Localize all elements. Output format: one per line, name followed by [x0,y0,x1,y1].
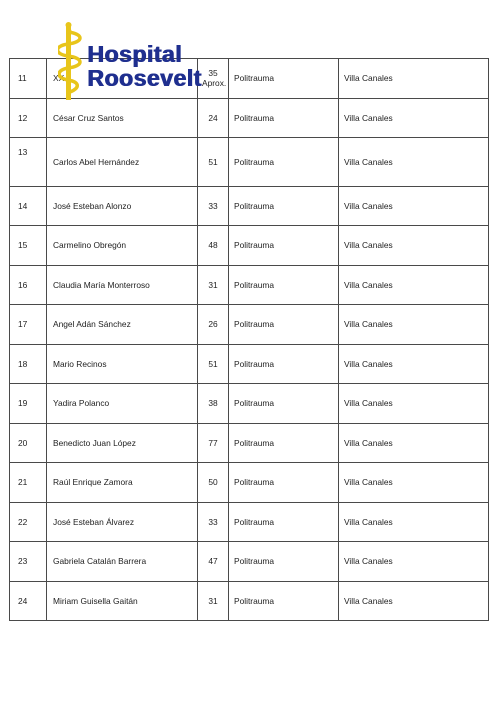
patient-name: José Esteban Álvarez [47,502,198,542]
patient-table-body [10,59,489,621]
row-number: 15 [10,226,47,266]
diagnosis: Politrauma [229,384,339,424]
patient-age: 33 [198,502,229,542]
patient-age: 31 [198,581,229,621]
age-note: Aprox. [202,78,227,89]
table-row [10,265,489,305]
patient-age: 51 [198,344,229,384]
origin: Villa Canales [339,138,489,187]
table-row [10,542,489,582]
patient-table [9,58,489,621]
table-row [10,423,489,463]
patient-name: Yadira Polanco [47,384,198,424]
patient-age: 26 [198,305,229,345]
table-row [10,186,489,226]
row-number: 14 [10,186,47,226]
patient-age: 77 [198,423,229,463]
diagnosis: Politrauma [229,305,339,345]
table-row [10,581,489,621]
table-row [10,384,489,424]
diagnosis: Politrauma [229,423,339,463]
patient-name: Mario Recinos [47,344,198,384]
patient-name: Miriam Guisella Gaitán [47,581,198,621]
patient-name: XX [47,59,198,99]
patient-age: 51 [198,138,229,187]
table-row [10,463,489,503]
diagnosis: Politrauma [229,542,339,582]
origin: Villa Canales [339,463,489,503]
logo-text-roosevelt: Roosevelt [87,65,202,91]
patient-age: 24 [198,98,229,138]
age-value: 35 [208,68,218,79]
patient-age: 33 [198,186,229,226]
table-row [10,226,489,266]
origin: Villa Canales [339,542,489,582]
origin: Villa Canales [339,265,489,305]
origin: Villa Canales [339,502,489,542]
table-row [10,138,489,187]
patient-age: 31 [198,265,229,305]
origin: Villa Canales [339,581,489,621]
row-number: 12 [10,98,47,138]
patient-name: Angel Adán Sánchez [47,305,198,345]
patient-age: 50 [198,463,229,503]
row-number: 23 [10,542,47,582]
row-number: 21 [10,463,47,503]
hospital-logo [58,22,208,104]
origin: Villa Canales [339,305,489,345]
diagnosis: Politrauma [229,59,339,99]
patient-name: Claudia María Monterroso [47,265,198,305]
row-number: 19 [10,384,47,424]
row-number: 13 [10,138,47,187]
table-row [10,502,489,542]
patient-name: José Esteban Alonzo [47,186,198,226]
diagnosis: Politrauma [229,265,339,305]
diagnosis: Politrauma [229,98,339,138]
origin: Villa Canales [339,344,489,384]
logo-text-hospital: Hospital [87,41,182,67]
row-number: 24 [10,581,47,621]
diagnosis: Politrauma [229,581,339,621]
row-number: 17 [10,305,47,345]
patient-name: Carlos Abel Hernández [47,138,198,187]
patient-name: Gabriela Catalán Barrera [47,542,198,582]
row-number: 20 [10,423,47,463]
patient-name: Carmelino Obregón [47,226,198,266]
patient-name: Benedicto Juan López [47,423,198,463]
diagnosis: Politrauma [229,186,339,226]
origin: Villa Canales [339,59,489,99]
row-number: 18 [10,344,47,384]
diagnosis: Politrauma [229,502,339,542]
origin: Villa Canales [339,186,489,226]
diagnosis: Politrauma [229,344,339,384]
row-number: 16 [10,265,47,305]
diagnosis: Politrauma [229,463,339,503]
diagnosis: Politrauma [229,226,339,266]
table-row [10,344,489,384]
patient-name: Raúl Enrique Zamora [47,463,198,503]
patient-age: 48 [198,226,229,266]
row-number: 22 [10,502,47,542]
table-row [10,305,489,345]
origin: Villa Canales [339,423,489,463]
patient-name: César Cruz Santos [47,98,198,138]
origin: Villa Canales [339,98,489,138]
patient-age: 38 [198,384,229,424]
row-number: 11 [10,59,47,99]
origin: Villa Canales [339,226,489,266]
origin: Villa Canales [339,384,489,424]
diagnosis: Politrauma [229,138,339,187]
patient-age: 47 [198,542,229,582]
